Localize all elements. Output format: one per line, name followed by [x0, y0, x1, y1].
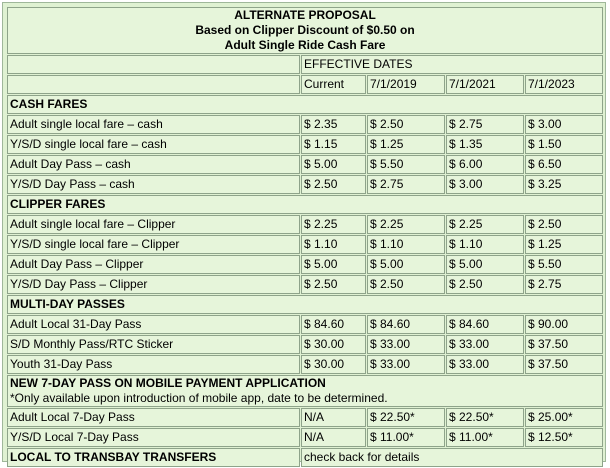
- fare-cell: $ 84.60: [301, 315, 366, 334]
- fare-cell: $ 2.25: [367, 215, 445, 234]
- fare-cell: $ 30.00: [301, 355, 366, 374]
- column-header-current: Current: [301, 75, 366, 94]
- title-line-2: Based on Clipper Discount of $0.50 on: [195, 23, 415, 37]
- fare-cell: $ 2.75: [446, 115, 524, 134]
- fare-cell: $ 33.00: [367, 335, 445, 354]
- table-row: [7, 115, 603, 134]
- fare-cell: $ 2.25: [446, 215, 524, 234]
- table-row: [7, 255, 603, 274]
- title-line-3: Adult Single Ride Cash Fare: [224, 38, 386, 52]
- fare-cell: $ 1.50: [525, 135, 603, 154]
- row-label: Y/S/D Local 7-Day Pass: [7, 428, 300, 447]
- row-label: Y/S/D single local fare – cash: [7, 135, 300, 154]
- empty-cell: [7, 55, 300, 74]
- fare-cell: $ 37.50: [525, 335, 603, 354]
- fare-cell: $ 5.00: [367, 255, 445, 274]
- fare-cell: $ 11.00*: [367, 428, 445, 447]
- fare-cell: $ 11.00*: [446, 428, 524, 447]
- row-label: Adult single local fare – Clipper: [7, 215, 300, 234]
- fare-cell: $ 33.00: [446, 335, 524, 354]
- table-row: [7, 315, 603, 334]
- fare-cell: $ 22.50*: [446, 408, 524, 427]
- fare-cell: $ 1.10: [301, 235, 366, 254]
- fare-cell: $ 2.50: [367, 115, 445, 134]
- row-label: Adult Local 7-Day Pass: [7, 408, 300, 427]
- effective-dates-row: [7, 55, 603, 74]
- section-row: [7, 195, 603, 214]
- column-header-2021: 7/1/2021: [446, 75, 524, 94]
- fare-cell: $ 5.00: [301, 155, 366, 174]
- fare-cell: $ 2.50: [446, 275, 524, 294]
- fare-cell: $ 6.00: [446, 155, 524, 174]
- fare-proposal-sheet: [2, 2, 606, 462]
- transbay-row: [7, 448, 603, 467]
- fare-cell: $ 1.35: [446, 135, 524, 154]
- table-row: [7, 135, 603, 154]
- fare-cell: $ 2.50: [301, 175, 366, 194]
- column-header-2019: 7/1/2019: [367, 75, 445, 94]
- section-header-mobile: [7, 375, 603, 407]
- fare-cell: $ 5.50: [525, 255, 603, 274]
- section-header-clipper: CLIPPER FARES: [7, 195, 603, 214]
- fare-cell: $ 5.00: [301, 255, 366, 274]
- section-header-multiday: MULTI-DAY PASSES: [7, 295, 603, 314]
- empty-cell: [7, 75, 300, 94]
- fare-cell: $ 33.00: [367, 355, 445, 374]
- row-label: Y/S/D Day Pass – Clipper: [7, 275, 300, 294]
- fare-cell: $ 90.00: [525, 315, 603, 334]
- title-line-1: ALTERNATE PROPOSAL: [234, 8, 376, 22]
- table-row: [7, 408, 603, 427]
- row-label: Adult Day Pass – cash: [7, 155, 300, 174]
- table-row: [7, 215, 603, 234]
- row-label: S/D Monthly Pass/RTC Sticker: [7, 335, 300, 354]
- fare-cell: $ 3.00: [525, 115, 603, 134]
- table-title: [7, 7, 603, 54]
- fare-cell: $ 84.60: [446, 315, 524, 334]
- fare-cell: $ 6.50: [525, 155, 603, 174]
- fare-cell: $ 1.10: [367, 235, 445, 254]
- fare-cell: $ 5.50: [367, 155, 445, 174]
- fare-cell: $ 2.35: [301, 115, 366, 134]
- fare-cell: $ 1.25: [367, 135, 445, 154]
- fare-table: [6, 6, 604, 468]
- effective-dates-header: EFFECTIVE DATES: [301, 55, 603, 74]
- row-label: Y/S/D single local fare – Clipper: [7, 235, 300, 254]
- row-label: Y/S/D Day Pass – cash: [7, 175, 300, 194]
- table-row: [7, 355, 603, 374]
- table-row: [7, 155, 603, 174]
- fare-cell: $ 12.50*: [525, 428, 603, 447]
- fare-cell: N/A: [301, 428, 366, 447]
- fare-cell: $ 37.50: [525, 355, 603, 374]
- section-row: [7, 375, 603, 407]
- section-row: [7, 95, 603, 114]
- fare-cell: $ 22.50*: [367, 408, 445, 427]
- fare-cell: $ 1.15: [301, 135, 366, 154]
- table-row: [7, 235, 603, 254]
- fare-cell: $ 2.75: [367, 175, 445, 194]
- column-header-row: [7, 75, 603, 94]
- fare-cell: $ 84.60: [367, 315, 445, 334]
- mobile-section-note: *Only available upon introduction of mobile app, date to be determined.: [10, 391, 388, 405]
- fare-cell: $ 1.25: [525, 235, 603, 254]
- fare-cell: $ 3.00: [446, 175, 524, 194]
- fare-cell: $ 33.00: [446, 355, 524, 374]
- section-header-transbay: LOCAL TO TRANSBAY TRANSFERS: [7, 448, 300, 467]
- title-row: [7, 7, 603, 54]
- transbay-status: check back for details: [301, 448, 603, 467]
- fare-cell: N/A: [301, 408, 366, 427]
- row-label: Adult single local fare – cash: [7, 115, 300, 134]
- fare-cell: $ 3.25: [525, 175, 603, 194]
- row-label: Adult Day Pass – Clipper: [7, 255, 300, 274]
- fare-cell: $ 2.50: [367, 275, 445, 294]
- column-header-2023: 7/1/2023: [525, 75, 603, 94]
- fare-cell: $ 25.00*: [525, 408, 603, 427]
- fare-cell: $ 2.25: [301, 215, 366, 234]
- table-row: [7, 335, 603, 354]
- section-row: [7, 295, 603, 314]
- fare-cell: $ 2.50: [301, 275, 366, 294]
- fare-cell: $ 2.50: [525, 215, 603, 234]
- fare-cell: $ 5.00: [446, 255, 524, 274]
- table-row: [7, 175, 603, 194]
- row-label: Youth 31-Day Pass: [7, 355, 300, 374]
- fare-cell: $ 30.00: [301, 335, 366, 354]
- section-header-cash: CASH FARES: [7, 95, 603, 114]
- fare-cell: $ 1.10: [446, 235, 524, 254]
- table-row: [7, 428, 603, 447]
- row-label: Adult Local 31-Day Pass: [7, 315, 300, 334]
- fare-cell: $ 2.75: [525, 275, 603, 294]
- mobile-section-title: NEW 7-DAY PASS ON MOBILE PAYMENT APPLICATION: [10, 376, 326, 390]
- table-row: [7, 275, 603, 294]
